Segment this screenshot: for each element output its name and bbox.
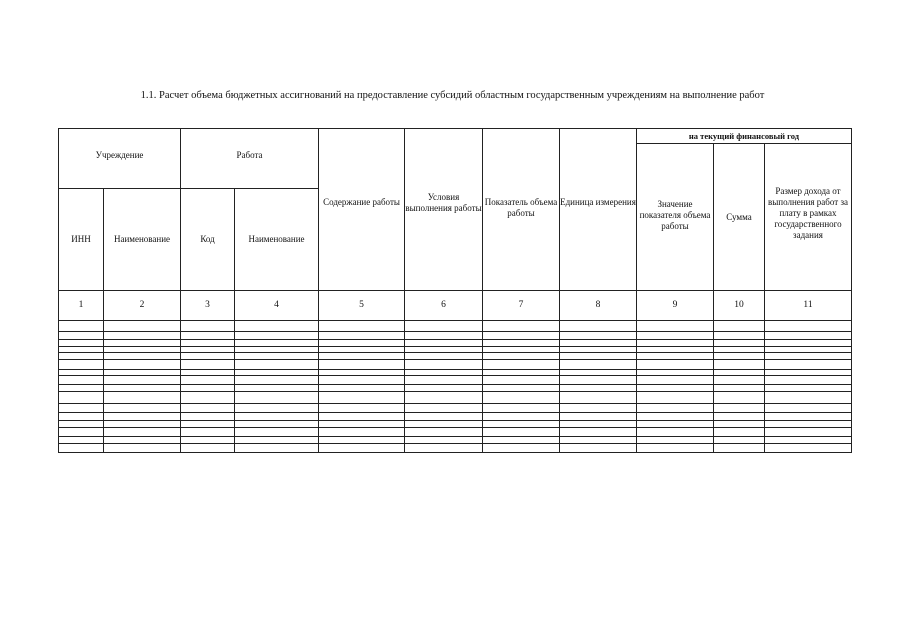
table-cell[interactable]: [483, 340, 560, 347]
table-cell[interactable]: [483, 353, 560, 360]
table-cell[interactable]: [560, 437, 637, 444]
header-inst-name: Наименование: [104, 189, 181, 291]
table-cell[interactable]: [714, 385, 765, 392]
table-cell[interactable]: [765, 444, 852, 453]
table-cell[interactable]: [637, 332, 714, 340]
table-cell[interactable]: [235, 321, 319, 332]
table-row: [59, 385, 852, 392]
table-cell[interactable]: [560, 404, 637, 413]
column-number-cell: 2: [104, 291, 181, 321]
table-cell[interactable]: [637, 353, 714, 360]
table-cell[interactable]: [319, 353, 405, 360]
table-cell[interactable]: [765, 360, 852, 370]
table-cell[interactable]: [59, 360, 104, 370]
table-cell[interactable]: [483, 385, 560, 392]
table-cell[interactable]: [59, 385, 104, 392]
table-cell[interactable]: [560, 385, 637, 392]
table-row: [59, 340, 852, 347]
table-cell[interactable]: [714, 428, 765, 437]
table-cell[interactable]: [765, 385, 852, 392]
table-cell[interactable]: [765, 340, 852, 347]
table-cell[interactable]: [181, 421, 235, 428]
table-cell[interactable]: [181, 444, 235, 453]
table-cell[interactable]: [319, 444, 405, 453]
table-row: [59, 360, 852, 370]
table-cell[interactable]: [483, 332, 560, 340]
table-cell[interactable]: [181, 340, 235, 347]
table-row: [59, 332, 852, 340]
table-cell[interactable]: [483, 392, 560, 404]
table-row: [59, 421, 852, 428]
budget-calculation-table: [58, 128, 852, 453]
table-row: [59, 321, 852, 332]
table-cell[interactable]: [765, 404, 852, 413]
table-cell[interactable]: [637, 392, 714, 404]
table-cell[interactable]: [765, 321, 852, 332]
table-cell[interactable]: [483, 360, 560, 370]
table-cell[interactable]: [637, 321, 714, 332]
table-cell[interactable]: [714, 444, 765, 453]
column-number-cell: 9: [637, 291, 714, 321]
table-cell[interactable]: [104, 444, 181, 453]
table-cell[interactable]: [104, 376, 181, 385]
table-row: [59, 437, 852, 444]
table-cell[interactable]: [714, 360, 765, 370]
table-cell[interactable]: [319, 421, 405, 428]
table-cell[interactable]: [235, 376, 319, 385]
table-cell[interactable]: [714, 340, 765, 347]
table-cell[interactable]: [59, 321, 104, 332]
column-number-cell: 7: [483, 291, 560, 321]
table-cell[interactable]: [235, 332, 319, 340]
table-cell[interactable]: [104, 332, 181, 340]
table-cell[interactable]: [405, 404, 483, 413]
table-cell[interactable]: [59, 332, 104, 340]
column-number-cell: 8: [560, 291, 637, 321]
header-sum: Сумма: [714, 144, 765, 291]
column-number-cell: 1: [59, 291, 104, 321]
table-cell[interactable]: [405, 340, 483, 347]
table-cell[interactable]: [483, 321, 560, 332]
column-number-cell: 3: [181, 291, 235, 321]
table-cell[interactable]: [104, 360, 181, 370]
table-cell[interactable]: [637, 385, 714, 392]
table-cell[interactable]: [765, 437, 852, 444]
table-cell[interactable]: [560, 421, 637, 428]
table-cell[interactable]: [319, 360, 405, 370]
header-conditions: Условия выполнения работы: [405, 129, 483, 291]
table-cell[interactable]: [104, 413, 181, 421]
table-cell[interactable]: [560, 353, 637, 360]
table-cell[interactable]: [319, 340, 405, 347]
table-cell[interactable]: [405, 413, 483, 421]
header-value: Значение показателя объема работы: [637, 144, 714, 291]
table-cell[interactable]: [560, 428, 637, 437]
table-cell[interactable]: [765, 392, 852, 404]
table-cell[interactable]: [59, 353, 104, 360]
table-cell[interactable]: [181, 332, 235, 340]
table-cell[interactable]: [235, 340, 319, 347]
table-cell[interactable]: [405, 437, 483, 444]
table-cell[interactable]: [637, 413, 714, 421]
table-cell[interactable]: [405, 376, 483, 385]
table-cell[interactable]: [181, 428, 235, 437]
column-number-cell: 6: [405, 291, 483, 321]
table-cell[interactable]: [104, 437, 181, 444]
table-cell[interactable]: [235, 413, 319, 421]
form-table: [58, 128, 852, 453]
table-cell[interactable]: [104, 321, 181, 332]
table-cell[interactable]: [714, 321, 765, 332]
table-cell[interactable]: [560, 332, 637, 340]
table-cell[interactable]: [714, 404, 765, 413]
table-cell[interactable]: [483, 444, 560, 453]
table-cell[interactable]: [104, 392, 181, 404]
table-cell[interactable]: [235, 404, 319, 413]
table-cell[interactable]: [483, 437, 560, 444]
table-cell[interactable]: [714, 332, 765, 340]
table-cell[interactable]: [319, 392, 405, 404]
header-work: Работа: [181, 129, 319, 189]
column-number-cell: 11: [765, 291, 852, 321]
table-cell[interactable]: [235, 353, 319, 360]
table-cell[interactable]: [59, 437, 104, 444]
table-cell[interactable]: [104, 421, 181, 428]
table-row: [59, 404, 852, 413]
table-cell[interactable]: [483, 413, 560, 421]
table-cell[interactable]: [714, 353, 765, 360]
table-cell[interactable]: [181, 437, 235, 444]
table-cell[interactable]: [104, 340, 181, 347]
header-content: Содержание работы: [319, 129, 405, 291]
table-cell[interactable]: [637, 404, 714, 413]
table-cell[interactable]: [560, 376, 637, 385]
table-cell[interactable]: [235, 444, 319, 453]
header-income: Размер дохода от выполнения работ за плату в рамках государственного задания: [765, 144, 852, 291]
table-cell[interactable]: [483, 428, 560, 437]
table-cell[interactable]: [181, 353, 235, 360]
table-row: [59, 376, 852, 385]
column-number-cell: 4: [235, 291, 319, 321]
column-number-cell: 5: [319, 291, 405, 321]
table-cell[interactable]: [637, 360, 714, 370]
table-cell[interactable]: [637, 437, 714, 444]
table-cell[interactable]: [59, 376, 104, 385]
table-cell[interactable]: [637, 421, 714, 428]
table-cell[interactable]: [714, 413, 765, 421]
table-cell[interactable]: [483, 404, 560, 413]
table-cell[interactable]: [319, 404, 405, 413]
table-cell[interactable]: [405, 428, 483, 437]
table-cell[interactable]: [405, 385, 483, 392]
table-cell[interactable]: [405, 392, 483, 404]
table-cell[interactable]: [765, 332, 852, 340]
table-cell[interactable]: [181, 392, 235, 404]
header-work-name: Наименование: [235, 189, 319, 291]
table-cell[interactable]: [637, 428, 714, 437]
table-cell[interactable]: [637, 376, 714, 385]
table-row: [59, 353, 852, 360]
table-cell[interactable]: [235, 421, 319, 428]
table-cell[interactable]: [181, 321, 235, 332]
table-cell[interactable]: [181, 413, 235, 421]
table-cell[interactable]: [765, 376, 852, 385]
table-cell[interactable]: [714, 376, 765, 385]
table-cell[interactable]: [405, 421, 483, 428]
table-cell[interactable]: [483, 376, 560, 385]
table-row: [59, 444, 852, 453]
table-cell[interactable]: [59, 392, 104, 404]
table-cell[interactable]: [59, 428, 104, 437]
table-row: [59, 413, 852, 421]
header-institution: Учреждение: [59, 129, 181, 189]
header-code: Код: [181, 189, 235, 291]
table-cell[interactable]: [104, 404, 181, 413]
table-cell[interactable]: [319, 385, 405, 392]
table-cell[interactable]: [181, 360, 235, 370]
table-cell[interactable]: [319, 332, 405, 340]
table-cell[interactable]: [405, 353, 483, 360]
table-cell[interactable]: [104, 353, 181, 360]
table-cell[interactable]: [405, 444, 483, 453]
column-number-row: [59, 291, 852, 321]
table-cell[interactable]: [235, 360, 319, 370]
table-cell[interactable]: [560, 413, 637, 421]
table-cell[interactable]: [59, 421, 104, 428]
table-cell[interactable]: [405, 360, 483, 370]
table-cell[interactable]: [714, 392, 765, 404]
table-cell[interactable]: [714, 421, 765, 428]
table-cell[interactable]: [59, 413, 104, 421]
table-cell[interactable]: [319, 437, 405, 444]
header-unit: Единица измерения: [560, 129, 637, 291]
table-cell[interactable]: [319, 321, 405, 332]
table-cell[interactable]: [59, 444, 104, 453]
table-cell[interactable]: [765, 353, 852, 360]
table-cell[interactable]: [765, 421, 852, 428]
table-row: [59, 428, 852, 437]
table-cell[interactable]: [181, 404, 235, 413]
table-cell[interactable]: [59, 340, 104, 347]
table-cell[interactable]: [637, 444, 714, 453]
column-number-cell: 10: [714, 291, 765, 321]
table-cell[interactable]: [235, 428, 319, 437]
table-cell[interactable]: [765, 428, 852, 437]
table-cell[interactable]: [560, 321, 637, 332]
table-cell[interactable]: [104, 428, 181, 437]
table-cell[interactable]: [405, 332, 483, 340]
table-cell[interactable]: [765, 413, 852, 421]
table-cell[interactable]: [59, 404, 104, 413]
table-cell[interactable]: [560, 360, 637, 370]
header-current-year: на текущий финансовый год: [637, 129, 852, 144]
table-cell[interactable]: [181, 385, 235, 392]
table-cell[interactable]: [483, 421, 560, 428]
table-cell[interactable]: [560, 340, 637, 347]
table-cell[interactable]: [104, 385, 181, 392]
table-cell[interactable]: [181, 376, 235, 385]
table-row: [59, 392, 852, 404]
table-cell[interactable]: [560, 392, 637, 404]
header-inn: ИНН: [59, 189, 104, 291]
table-cell[interactable]: [405, 321, 483, 332]
header-indicator: Показатель объема работы: [483, 129, 560, 291]
table-cell[interactable]: [319, 413, 405, 421]
table-cell[interactable]: [319, 376, 405, 385]
table-cell[interactable]: [637, 340, 714, 347]
document-title: 1.1. Расчет объема бюджетных ассигнований на предоставление субсидий областным государственным учреждениям на выполнение работ: [140, 90, 765, 101]
table-cell[interactable]: [319, 428, 405, 437]
table-cell[interactable]: [235, 392, 319, 404]
table-cell[interactable]: [714, 437, 765, 444]
table-cell[interactable]: [235, 437, 319, 444]
table-cell[interactable]: [235, 385, 319, 392]
table-cell[interactable]: [560, 444, 637, 453]
